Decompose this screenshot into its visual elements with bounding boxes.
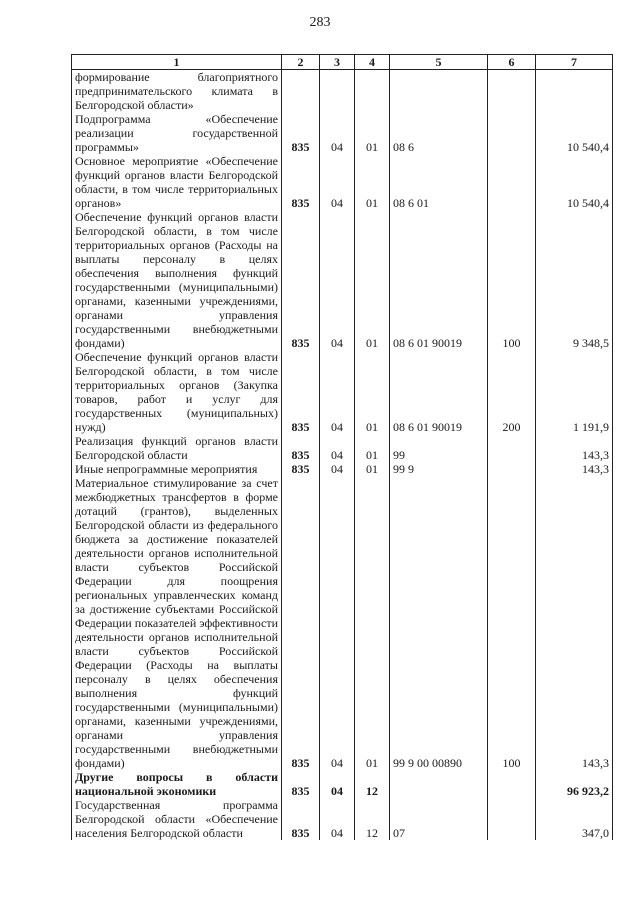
row-name: Реализация функций органов власти Белгородской области: [72, 434, 282, 462]
row-sum: 10 540,4: [536, 154, 613, 210]
row-name: Государственная программа Белгородской области «Обеспечение населения Белгородской области: [72, 798, 282, 840]
row-csr: 08 6 01 90019: [390, 210, 488, 350]
budget-table: [71, 54, 613, 840]
row-sum: 96 923,2: [536, 770, 613, 798]
row-ved: 835: [282, 112, 320, 154]
row-name: Обеспечение функций органов власти Белгородской области, в том числе территориальных органов (Расходы на выплаты персоналу в целях обеспечения выполнения функций государственными (муниципальными) органами, казенными учреждениями, органами управления государственными внебюджетными фондами): [72, 210, 282, 350]
row-rz: 04: [320, 770, 355, 798]
table-row: [72, 434, 613, 462]
table-header: [72, 55, 613, 70]
row-pr: 01: [355, 210, 390, 350]
row-csr: 08 6: [390, 112, 488, 154]
row-vr: 100: [488, 210, 536, 350]
row-pr: 01: [355, 434, 390, 462]
table-row: [72, 770, 613, 798]
row-sum: [536, 70, 613, 113]
row-rz: 04: [320, 350, 355, 434]
row-pr: 01: [355, 112, 390, 154]
row-csr: 08 6 01 90019: [390, 350, 488, 434]
table-row: [72, 476, 613, 770]
row-csr: 99 9 00 00890: [390, 476, 488, 770]
header-col-7: 7: [536, 55, 613, 70]
row-pr: 01: [355, 154, 390, 210]
row-vr: [488, 434, 536, 462]
table-row: [72, 210, 613, 350]
row-csr: 99 9: [390, 462, 488, 476]
row-pr: 01: [355, 462, 390, 476]
row-sum: 143,3: [536, 434, 613, 462]
row-ved: 835: [282, 434, 320, 462]
header-col-1: 1: [72, 55, 282, 70]
row-rz: 04: [320, 462, 355, 476]
table-row: [72, 154, 613, 210]
row-vr: [488, 770, 536, 798]
row-rz: 04: [320, 798, 355, 840]
row-ved: 835: [282, 770, 320, 798]
row-rz: 04: [320, 154, 355, 210]
row-name: Подпрограмма «Обеспечение реализации государственной программы»: [72, 112, 282, 154]
row-ved: 835: [282, 462, 320, 476]
row-vr: [488, 70, 536, 113]
table-row: [72, 350, 613, 434]
row-csr: 99: [390, 434, 488, 462]
page-number: 283: [309, 15, 331, 30]
table-row: [72, 462, 613, 476]
row-rz: 04: [320, 476, 355, 770]
header-col-5: 5: [390, 55, 488, 70]
row-pr: 01: [355, 350, 390, 434]
row-ved: 835: [282, 798, 320, 840]
row-rz: 04: [320, 434, 355, 462]
row-ved: [282, 70, 320, 113]
row-csr: 07: [390, 798, 488, 840]
row-vr: 100: [488, 476, 536, 770]
row-vr: [488, 462, 536, 476]
row-rz: [320, 70, 355, 113]
row-pr: 12: [355, 798, 390, 840]
row-rz: 04: [320, 210, 355, 350]
header-col-3: 3: [320, 55, 355, 70]
row-sum: 347,0: [536, 798, 613, 840]
table-row: [72, 798, 613, 840]
header-col-6: 6: [488, 55, 536, 70]
row-vr: [488, 112, 536, 154]
row-sum: 9 348,5: [536, 210, 613, 350]
row-rz: 04: [320, 112, 355, 154]
row-name: Материальное стимулирование за счет межбюджетных трансфертов в форме дотаций (грантов), выделенных Белгородской области из федерального бюджета за достижение показателей деятельности органов исполнительной власти субъектов Российской Федерации для поощрения региональных управленческих команд за достижение субъектами Российской Федерации показателей эффективности деятельности органов исполнительной власти субъектов Российской Федерации (Расходы на выплаты персоналу в целях обеспечения выполнения функций государственными (муниципальными) органами, казенными учреждениями, органами управления государственными внебюджетными фондами): [72, 476, 282, 770]
row-ved: 835: [282, 350, 320, 434]
row-name: формирование благоприятного предпринимательского климата в Белгородской области»: [72, 70, 282, 113]
header-col-4: 4: [355, 55, 390, 70]
row-pr: 12: [355, 770, 390, 798]
row-name: Иные непрограммные мероприятия: [72, 462, 282, 476]
row-vr: [488, 154, 536, 210]
row-vr: [488, 798, 536, 840]
row-ved: 835: [282, 154, 320, 210]
table-body: [72, 70, 613, 841]
row-name: Основное мероприятие «Обеспечение функций органов власти Белгородской области, в том числе территориальных органов»: [72, 154, 282, 210]
table-row: [72, 112, 613, 154]
row-csr: [390, 70, 488, 113]
row-csr: [390, 770, 488, 798]
row-name: Другие вопросы в области национальной экономики: [72, 770, 282, 798]
row-ved: 835: [282, 210, 320, 350]
row-name: Обеспечение функций органов власти Белгородской области, в том числе территориальных органов (Закупка товаров, работ и услуг для государственных (муниципальных) нужд): [72, 350, 282, 434]
row-pr: [355, 70, 390, 113]
row-ved: 835: [282, 476, 320, 770]
table-row: [72, 70, 613, 113]
row-pr: 01: [355, 476, 390, 770]
row-sum: 1 191,9: [536, 350, 613, 434]
row-sum: 143,3: [536, 476, 613, 770]
row-csr: 08 6 01: [390, 154, 488, 210]
row-sum: 143,3: [536, 462, 613, 476]
row-sum: 10 540,4: [536, 112, 613, 154]
row-vr: 200: [488, 350, 536, 434]
header-col-2: 2: [282, 55, 320, 70]
